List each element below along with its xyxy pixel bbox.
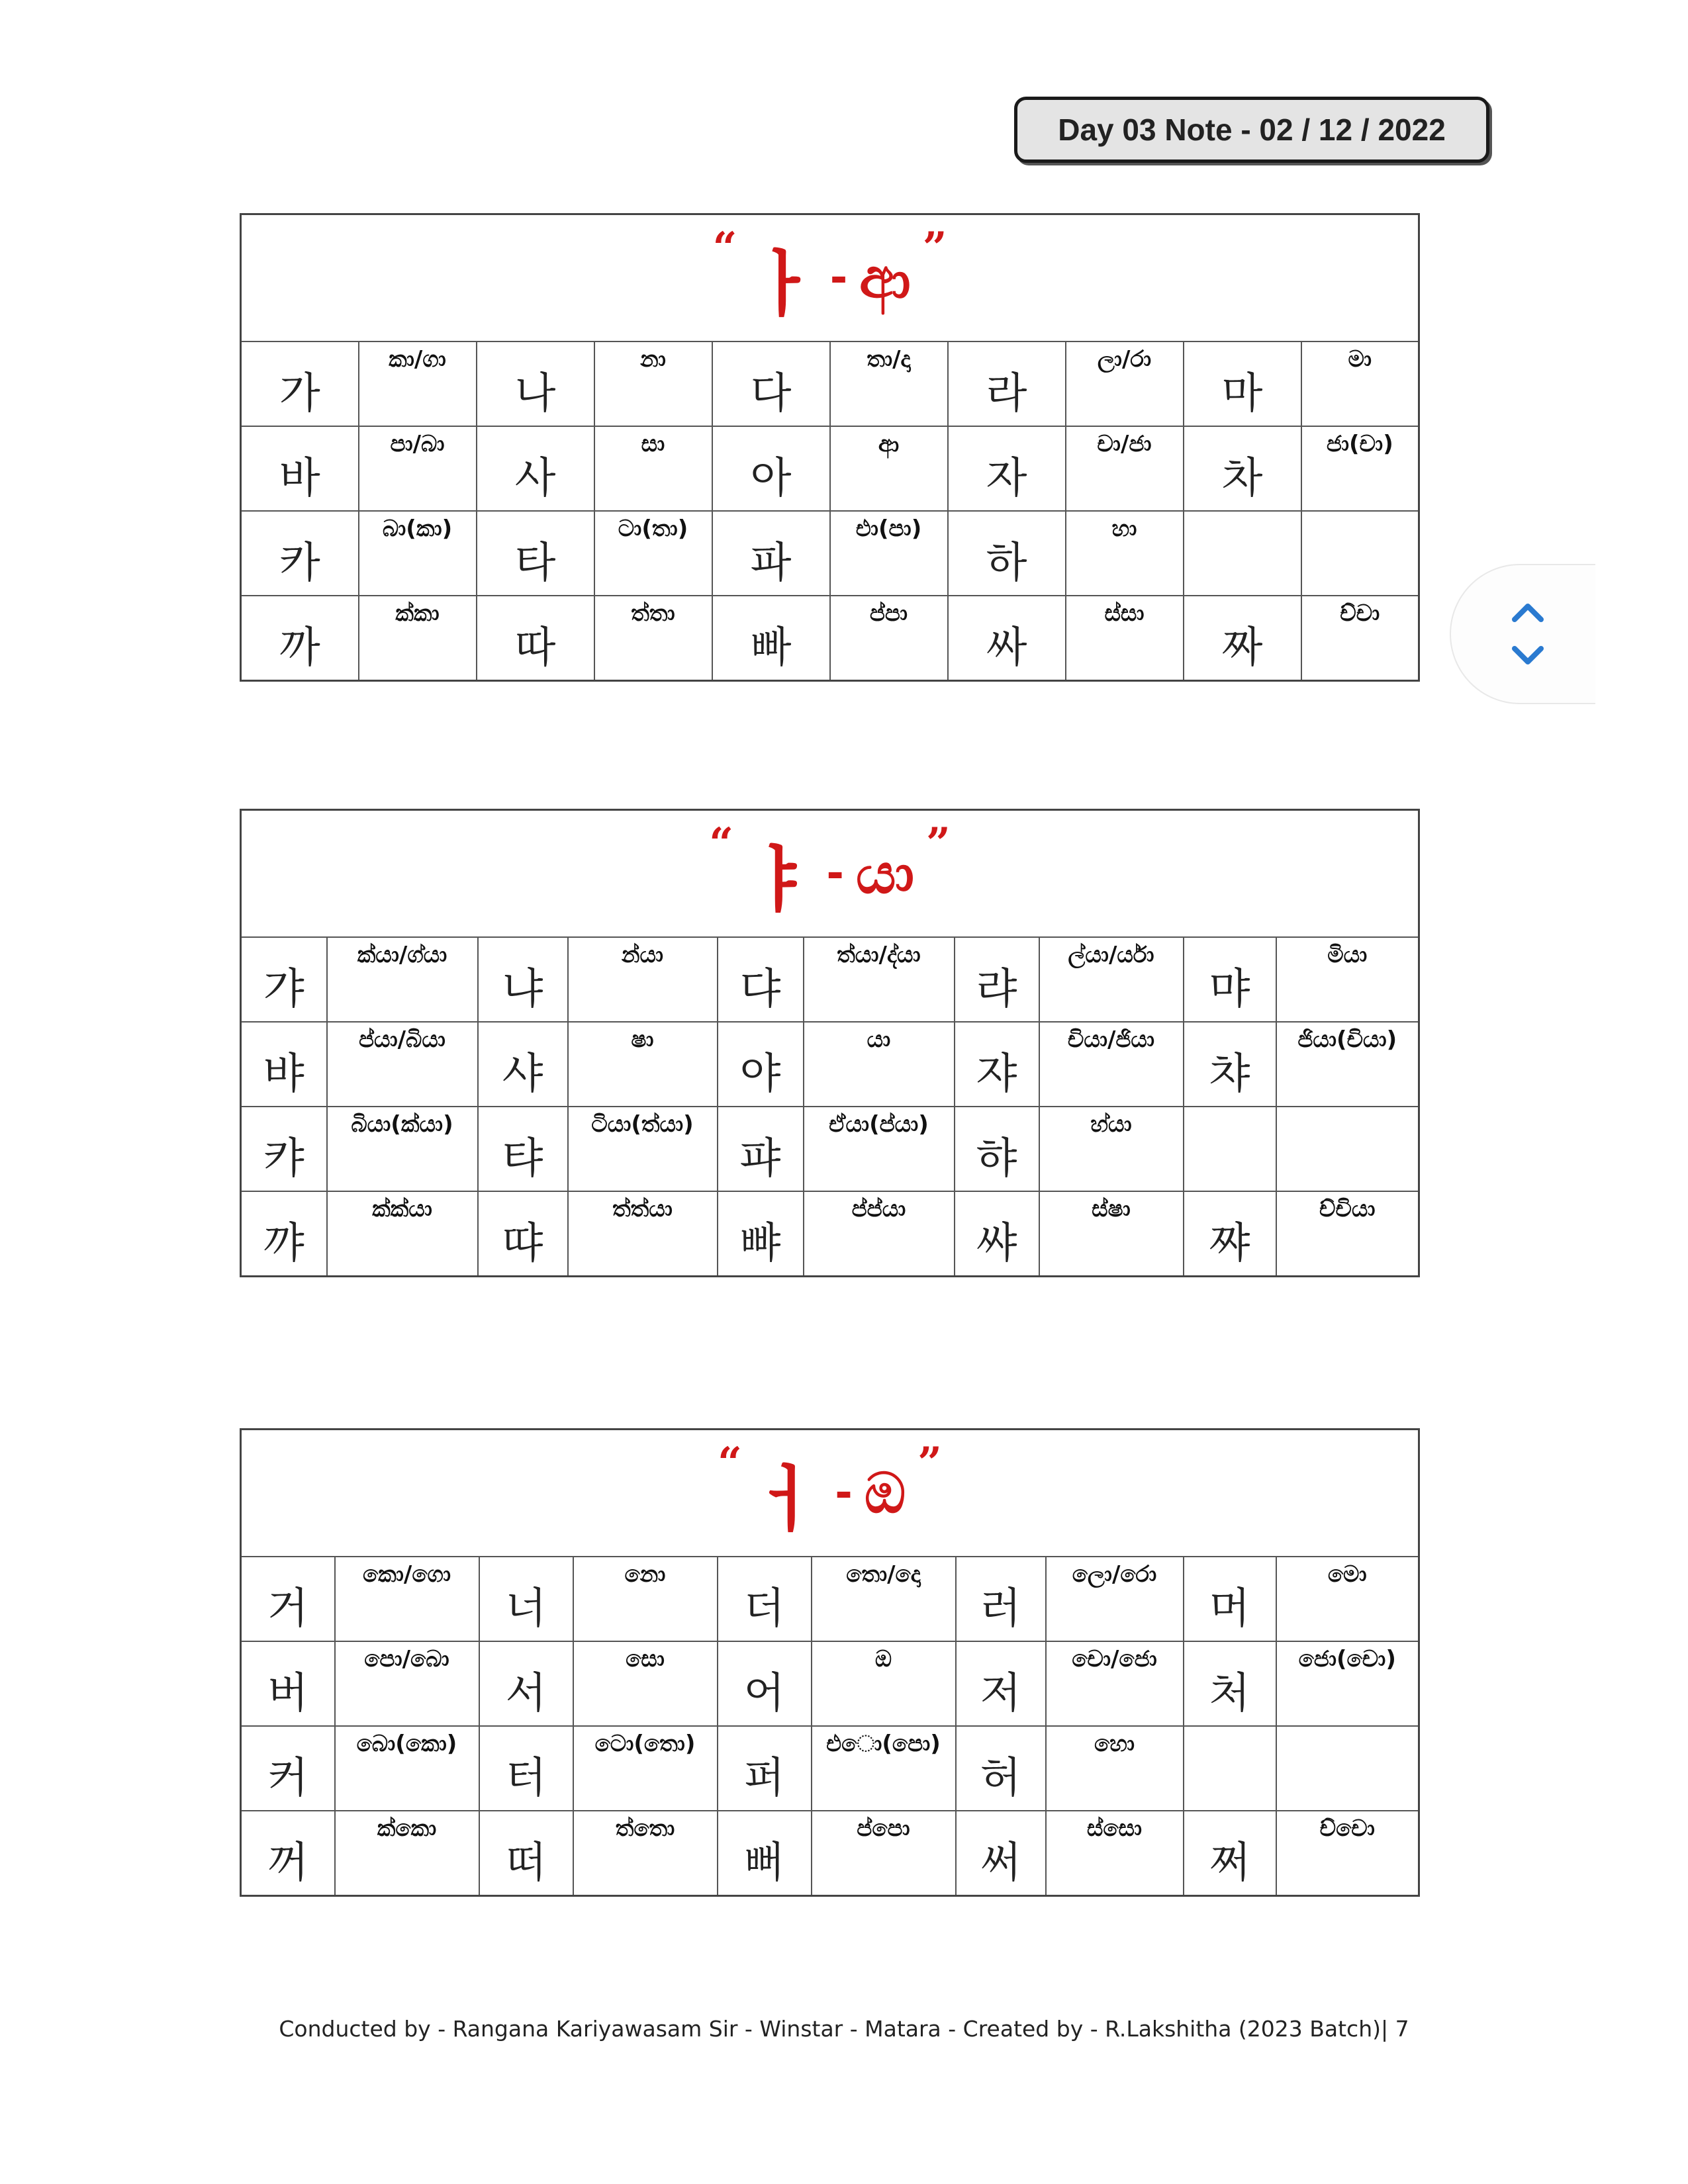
hangul-cell: 냐: [478, 937, 568, 1022]
table-row: [241, 1022, 1419, 1107]
sinhala-cell: බො(කො): [335, 1726, 479, 1811]
table-title: [241, 214, 1419, 342]
table-title: [241, 810, 1419, 938]
sinhala-cell: ක්කා: [359, 596, 477, 681]
hangul-cell: 따: [477, 596, 594, 681]
sinhala-cell: යා: [804, 1022, 955, 1107]
hangul-cell: 퍄: [718, 1107, 804, 1191]
table-row: [241, 1107, 1419, 1191]
title-dash: -: [835, 1469, 853, 1518]
hangul-cell: 떠: [479, 1811, 573, 1896]
hangul-cell: 가: [241, 341, 359, 426]
chevron-down-icon[interactable]: [1509, 637, 1546, 674]
hangul-cell: 카: [241, 511, 359, 596]
sinhala-cell: එො(පො): [812, 1726, 956, 1811]
title-vowel: ㅏ: [749, 243, 818, 326]
title-dash: -: [826, 849, 844, 898]
hangul-cell: 야: [718, 1022, 804, 1107]
hangul-cell: 까: [241, 596, 359, 681]
sinhala-cell: ඒයා(ප්යා): [804, 1107, 955, 1191]
date-label: Day 03 Note - 02 / 12 / 2022: [1058, 113, 1446, 147]
close-quote: ”: [922, 222, 947, 273]
title-vowel: ㅓ: [753, 1458, 823, 1541]
sinhala-cell: ටියා(ත්යා): [568, 1107, 718, 1191]
hangul-cell: 아: [712, 426, 830, 511]
hangul-cell: 다: [712, 341, 830, 426]
open-quote: “: [718, 1437, 742, 1488]
hangul-cell: 써: [956, 1811, 1046, 1896]
hangul-cell: 어: [718, 1641, 812, 1726]
hangul-cell: 쌰: [955, 1191, 1039, 1277]
hangul-cell: 버: [241, 1641, 335, 1726]
sinhala-cell: ප්ප්යා: [804, 1191, 955, 1277]
hangul-cell: 샤: [478, 1022, 568, 1107]
sinhala-cell: තා/දා: [830, 341, 948, 426]
hangul-cell: 파: [712, 511, 830, 596]
hangul-cell: [1184, 511, 1301, 596]
sinhala-cell: මො: [1276, 1557, 1419, 1641]
sinhala-cell: පො/බො: [335, 1641, 479, 1726]
open-quote: “: [712, 222, 737, 273]
page-nav-widget: [1450, 564, 1595, 704]
hangul-cell: 허: [956, 1726, 1046, 1811]
vowel-table-ya: [240, 809, 1420, 1277]
sinhala-cell: ඔ: [812, 1641, 956, 1726]
table-row: [241, 596, 1419, 681]
sinhala-cell: ප්යා/බියා: [327, 1022, 478, 1107]
hangul-cell: 바: [241, 426, 359, 511]
hangul-cell: 뺘: [718, 1191, 804, 1277]
sinhala-cell: සො: [573, 1641, 718, 1726]
hangul-cell: 짜: [1184, 596, 1301, 681]
hangul-cell: 라: [948, 341, 1066, 426]
sinhala-cell: මා: [1301, 341, 1419, 426]
sinhala-cell: ජියා(චියා): [1276, 1022, 1419, 1107]
sinhala-cell: නො: [573, 1557, 718, 1641]
sinhala-cell: බියා(ක්යා): [327, 1107, 478, 1191]
hangul-cell: 쨔: [1184, 1191, 1276, 1277]
chevron-up-icon[interactable]: [1509, 594, 1546, 631]
sinhala-cell: ආ: [830, 426, 948, 511]
date-badge: [1014, 97, 1489, 163]
sinhala-cell: චා/ජා: [1066, 426, 1184, 511]
title-sinhala: ඔ: [864, 1460, 906, 1525]
sinhala-cell: [1276, 1726, 1419, 1811]
sinhala-cell: නා: [594, 341, 712, 426]
sinhala-cell: කා/ගා: [359, 341, 477, 426]
table-row: [241, 1557, 1419, 1641]
sinhala-cell: ච්චා: [1301, 596, 1419, 681]
hangul-cell: 쩌: [1184, 1811, 1276, 1896]
hangul-cell: 더: [718, 1557, 812, 1641]
hangul-cell: 싸: [948, 596, 1066, 681]
hangul-cell: 너: [479, 1557, 573, 1641]
hangul-cell: 차: [1184, 426, 1301, 511]
sinhala-cell: ත්ත්යා: [568, 1191, 718, 1277]
table-title: [241, 1430, 1419, 1557]
title-sinhala: යා: [855, 841, 914, 906]
hangul-cell: 거: [241, 1557, 335, 1641]
table-row: [241, 426, 1419, 511]
sinhala-cell: ලා/රා: [1066, 341, 1184, 426]
hangul-cell: 타: [477, 511, 594, 596]
sinhala-cell: ච්චියා: [1276, 1191, 1419, 1277]
hangul-cell: 퍼: [718, 1726, 812, 1811]
hangul-cell: 서: [479, 1641, 573, 1726]
hangul-cell: 자: [948, 426, 1066, 511]
title-dash: -: [829, 253, 848, 302]
vowel-table-o: [240, 1428, 1420, 1897]
sinhala-cell: ච්චො: [1276, 1811, 1419, 1896]
hangul-cell: 빠: [712, 596, 830, 681]
sinhala-cell: බා(කා): [359, 511, 477, 596]
open-quote: “: [709, 818, 734, 868]
sinhala-cell: චො/ජො: [1046, 1641, 1184, 1726]
table-row: [241, 341, 1419, 426]
table-row: [241, 1191, 1419, 1277]
sinhala-cell: ටා(තා): [594, 511, 712, 596]
close-quote: ”: [917, 1437, 942, 1488]
hangul-cell: 먀: [1184, 937, 1276, 1022]
sinhala-cell: තො/දො: [812, 1557, 956, 1641]
sinhala-cell: සා: [594, 426, 712, 511]
sinhala-cell: [1301, 511, 1419, 596]
sinhala-cell: ජා(චා): [1301, 426, 1419, 511]
sinhala-cell: ල්යා/ර්යා: [1039, 937, 1184, 1022]
sinhala-cell: න්යා: [568, 937, 718, 1022]
hangul-cell: 뻐: [718, 1811, 812, 1896]
sinhala-cell: ස්සා: [1066, 596, 1184, 681]
hangul-cell: 나: [477, 341, 594, 426]
sinhala-cell: ස්සො: [1046, 1811, 1184, 1896]
hangul-cell: 저: [956, 1641, 1046, 1726]
sinhala-cell: ත්තො: [573, 1811, 718, 1896]
table-row: [241, 1641, 1419, 1726]
table-row: [241, 511, 1419, 596]
hangul-cell: [1184, 1107, 1276, 1191]
sinhala-cell: පා/බා: [359, 426, 477, 511]
title-sinhala: ආ: [859, 245, 911, 310]
sinhala-cell: ලො/රො: [1046, 1557, 1184, 1641]
sinhala-cell: ත්තා: [594, 596, 712, 681]
vowel-table-a: [240, 213, 1420, 682]
hangul-cell: 땨: [478, 1191, 568, 1277]
close-quote: ”: [926, 818, 951, 868]
hangul-cell: 탸: [478, 1107, 568, 1191]
page-footer: [0, 2016, 1688, 2042]
hangul-cell: 사: [477, 426, 594, 511]
sinhala-cell: හ්යා: [1039, 1107, 1184, 1191]
sinhala-cell: ක්ක්යා: [327, 1191, 478, 1277]
hangul-cell: 댜: [718, 937, 804, 1022]
sinhala-cell: හො: [1046, 1726, 1184, 1811]
hangul-cell: [1184, 1726, 1276, 1811]
sinhala-cell: හා: [1066, 511, 1184, 596]
hangul-cell: 러: [956, 1557, 1046, 1641]
hangul-cell: 뱌: [241, 1022, 327, 1107]
hangul-cell: 마: [1184, 341, 1301, 426]
table-row: [241, 1811, 1419, 1896]
hangul-cell: 터: [479, 1726, 573, 1811]
sinhala-cell: ජො(චො): [1276, 1641, 1419, 1726]
hangul-cell: 하: [948, 511, 1066, 596]
footer-text: Conducted by - Rangana Kariyawasam Sir - Winstar - Matara - Created by - R.Lakshitha (2023 Batch)| 7: [279, 2016, 1409, 2042]
hangul-cell: 꺼: [241, 1811, 335, 1896]
sinhala-cell: මියා: [1276, 937, 1419, 1022]
sinhala-cell: එා(පා): [830, 511, 948, 596]
hangul-cell: 머: [1184, 1557, 1276, 1641]
sinhala-cell: ටො(තො): [573, 1726, 718, 1811]
sinhala-cell: ෂා: [568, 1022, 718, 1107]
hangul-cell: 햐: [955, 1107, 1039, 1191]
sinhala-cell: ක්කො: [335, 1811, 479, 1896]
hangul-cell: 챠: [1184, 1022, 1276, 1107]
sinhala-cell: චියා/ජියා: [1039, 1022, 1184, 1107]
sinhala-cell: ප්පො: [812, 1811, 956, 1896]
hangul-cell: 쟈: [955, 1022, 1039, 1107]
title-vowel: ㅑ: [745, 839, 815, 922]
sinhala-cell: ක්යා/ග්යා: [327, 937, 478, 1022]
hangul-cell: 커: [241, 1726, 335, 1811]
sinhala-cell: [1276, 1107, 1419, 1191]
hangul-cell: 처: [1184, 1641, 1276, 1726]
hangul-cell: 캬: [241, 1107, 327, 1191]
table-row: [241, 937, 1419, 1022]
sinhala-cell: ප්පා: [830, 596, 948, 681]
hangul-cell: 갸: [241, 937, 327, 1022]
hangul-cell: 랴: [955, 937, 1039, 1022]
table-row: [241, 1726, 1419, 1811]
sinhala-cell: ස්ෂා: [1039, 1191, 1184, 1277]
sinhala-cell: ත්යා/ද්යා: [804, 937, 955, 1022]
hangul-cell: 꺄: [241, 1191, 327, 1277]
sinhala-cell: කො/ගො: [335, 1557, 479, 1641]
